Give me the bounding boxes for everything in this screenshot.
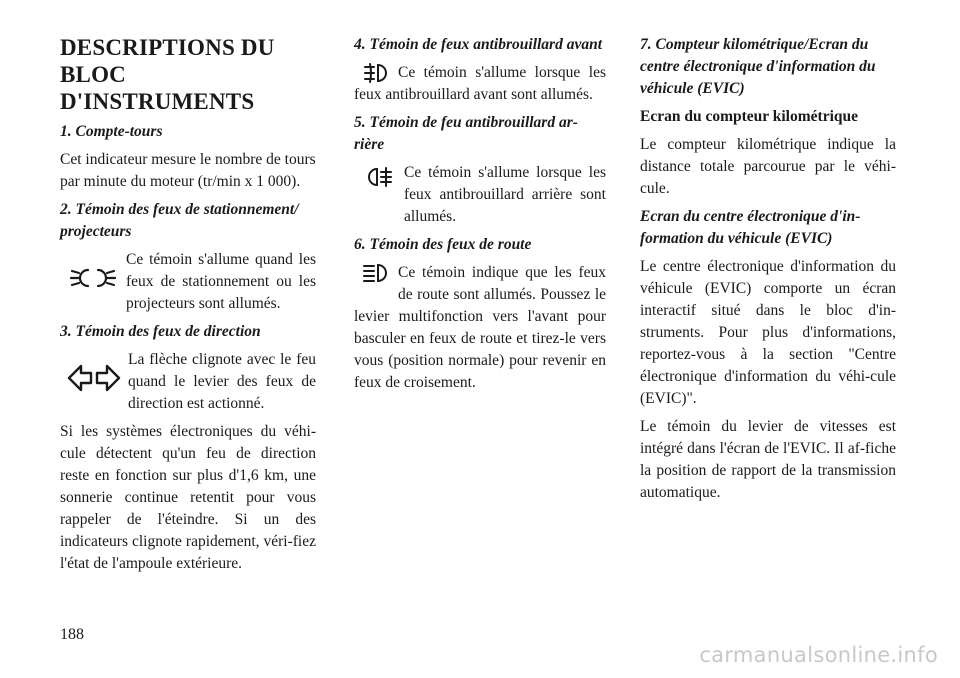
section-2-block xyxy=(60,249,316,315)
section-7-text-2: Le centre électronique d'information du véhicule (EVIC) comporte un écran interactif situé dans le bloc d'in-struments. Pour plus d'informations, reportez-vous à la section "Centre électronique d'information du véhi-cule (EVIC)". xyxy=(640,258,896,407)
section-2-heading: 2. Témoin des feux de stationnement/ projecteurs xyxy=(60,201,299,240)
high-beam-icon xyxy=(354,262,398,302)
section-4-heading: 4. Témoin de feux antibrouillard avant xyxy=(354,36,603,53)
section-5-text: Ce témoin s'allume lorsque les feux antibrouillard arrière sont allumés. xyxy=(404,164,606,225)
section-2-text: Ce témoin s'allume quand les feux de stationnement ou les projecteurs sont allumés. xyxy=(126,251,316,312)
section-3-heading: 3. Témoin des feux de direction xyxy=(60,323,261,340)
section-7-text-1: Le compteur kilométrique indique la distance totale parcourue par le véhi-cule. xyxy=(640,136,896,197)
section-3-text-2: Si les systèmes électroniques du véhi-cule détectent qu'un feu de direction reste en fonction sur plus d'1,6 km, une sonnerie continue retentit pour vous rappeler de l'éteindre. Si un des indicateurs clignote rapidement, véri-fiez l'état de l'ampoule extérieure. xyxy=(60,423,316,572)
section-1-text: Cet indicateur mesure le nombre de tours par minute du moteur (tr/min x 1 000). xyxy=(60,151,316,190)
section-7-text-3: Le témoin du levier de vitesses est intégré dans l'écran de l'EVIC. Il af-fiche la position de rapport de la transmission automatique. xyxy=(640,418,896,501)
section-1-heading: 1. Compte-tours xyxy=(60,123,163,140)
section-3-text: La flèche clignote avec le feu quand le levier des feux de direction est actionné. xyxy=(128,351,316,412)
watermark: carmanualsonline.info xyxy=(699,643,938,667)
page-title: DESCRIPTIONS DU BLOC D'INSTRUMENTS xyxy=(60,35,275,114)
section-6-text: Ce témoin indique que les feux de route sont allumés. Poussez le levier multifonction vers l'avant pour basculer en feux de route et tirez-le vers vous (position normale) pour revenir en feux de croisement. xyxy=(354,264,606,391)
section-5-heading: 5. Témoin de feu antibrouillard ar-rière xyxy=(354,114,578,153)
turn-signal-arrows-icon xyxy=(60,349,128,415)
section-6-heading: 6. Témoin des feux de route xyxy=(354,236,532,253)
page-number: 188 xyxy=(60,626,84,643)
section-4-block xyxy=(354,62,606,106)
section-7-subheading-1: Ecran du compteur kilométrique xyxy=(640,108,858,125)
front-fog-light-icon xyxy=(354,62,398,84)
section-6-block xyxy=(354,262,606,394)
column-3 xyxy=(640,34,896,510)
column-2 xyxy=(354,34,606,400)
section-7-subheading-2: Ecran du centre électronique d'in-formation du véhicule (EVIC) xyxy=(640,208,861,247)
section-4-text: Ce témoin s'allume lorsque les feux antibrouillard avant sont allumés. xyxy=(354,64,606,103)
parking-lights-icon xyxy=(60,249,126,315)
section-7-heading: 7. Compteur kilométrique/Ecran du centre électronique d'information du véhicule (EVIC) xyxy=(640,36,876,97)
section-5-block xyxy=(354,162,606,228)
column-1 xyxy=(60,34,316,581)
section-3-block xyxy=(60,349,316,415)
rear-fog-light-icon xyxy=(354,162,404,228)
